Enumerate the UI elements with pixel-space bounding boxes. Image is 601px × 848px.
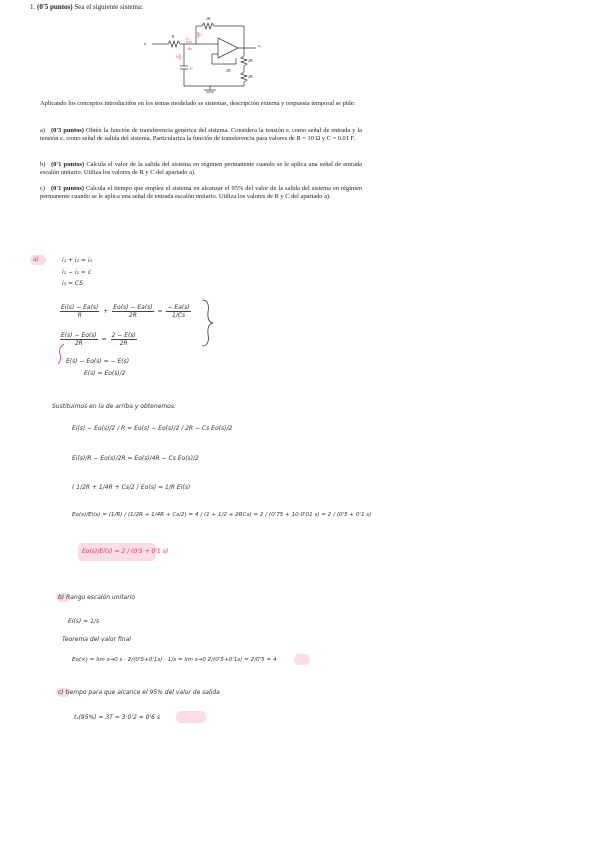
hw-sust-row3: ( 1/2R + 1/4R + Cs/2 ) Eo(s) = 1/R Ei(s) — [72, 484, 191, 491]
marker-b-answer — [294, 654, 310, 665]
hw-label-a: a) — [33, 256, 40, 263]
hw-eq2-den2: 2R — [119, 340, 128, 347]
hw-a-line6: E(s) = Eo(s)/2 — [84, 370, 126, 377]
item-c-label: c) — [40, 185, 45, 192]
item-a-label: a) — [40, 127, 45, 134]
annotation-i3: i₃ — [176, 54, 179, 59]
annotation-i2: i₂ — [198, 32, 201, 37]
hw-sust-title: Sustituimos en la de arriba y obtenemos: — [52, 403, 176, 410]
hw-a-line1: i₁ + i₂ = i₃ — [62, 257, 92, 264]
circuit-diagram — [140, 14, 280, 94]
label-capacitor: C — [190, 66, 193, 71]
hw-eq1-den3: 1/Cs — [172, 312, 186, 319]
hw-a-line2: i₁ − i₂ = c — [62, 269, 92, 276]
hw-eq1-den1: R — [77, 312, 82, 319]
hw-a-line3: i₃ = CS — [62, 280, 84, 287]
item-b-text: Calcula el valor de la salida del sistema en régimen permanente cuando se le aplica una señal de entrada escalón unitario. Utiliza los valores de R y C del apartado a). — [40, 161, 362, 176]
hw-c-label: c) tiempo para que alcance el 95% del valor de salida — [58, 689, 220, 696]
hw-sust-row2: Ei(s)/R − Eo(s)/2R = Eo(s)/4R − Cs Eo(s)/2 — [72, 455, 199, 462]
label-input: eᵢ — [144, 41, 147, 46]
hw-eq2-num2: 2 − E(s) — [111, 332, 136, 339]
hw-c-row: tₛ(95%) = 3T = 3·0'2 = 0'6 s — [74, 714, 160, 721]
hw-sust-row4: Eo(s)/Ei(s) = (1/R) / (1/2R + 1/4R + Cs/2) = 4 / (1 + 1/2 + 2RCs) = 2 / (0'75 + 10·0'01 s) = 2 / (0'5 + 0'1 s) — [72, 512, 372, 518]
hw-eq1-num3: − Ea(s) — [167, 304, 190, 311]
label-resistor-2r-c: 2R — [226, 68, 231, 73]
item-b-label: b) — [40, 161, 46, 168]
item-b-points: (0'1 puntos) — [51, 161, 85, 168]
hw-b-row1: Ei(s) = 1/s — [68, 618, 100, 625]
question-points: (0'5 puntos) — [37, 3, 73, 11]
question-header — [30, 3, 143, 11]
label-left-resistor: R — [172, 34, 175, 39]
hw-result: Eo(s)/Ei(s) = 2 / (0'5 + 0'1 s) — [82, 548, 169, 555]
label-resistor-2r-b: 2R — [248, 74, 253, 79]
label-top-resistor: 2R — [206, 16, 211, 21]
hw-b-row3: Eo(∞) = lim s→0 s · 2/(0'5+0'1s) · 1/s = lim s→0 2/(0'5+0'1s) = 2/0'5 = 4 — [72, 657, 277, 663]
hw-eq1-num1: Ei(s) − Ea(s) — [61, 304, 99, 311]
hw-a-eq1: $\frac{Ei(s) - Ea(s)}{R}$ + $\frac{Eo(s) - Ea(s)}{2R}$ = $\frac{- Ea(s)}{1/Cs}$ — [61, 304, 190, 319]
label-resistor-2r-a: 2R — [248, 58, 253, 63]
annotation-i1: i₁ — [186, 36, 189, 41]
item-a-points: (0'3 puntos) — [51, 127, 84, 134]
hw-b-row2: Teorema del valor final — [62, 636, 131, 643]
hw-b-label: b) Rango escalón unitario — [58, 594, 136, 601]
item-a-text: Obtén la función de transferencia genérica del sistema. Considera la tensión eᵢ como señal de entrada y la tensión eₒ como señal de salida del sistema. Particulariza la función de transferencia para valores de R = 10 Ω y C = 0.01 F. — [40, 127, 362, 142]
item-c-points: (0'1 puntos) — [51, 185, 84, 192]
question-statement: Sea el siguiente sistema: — [74, 3, 143, 11]
hw-eq1-num2: Eo(s) − Ea(s) — [113, 304, 153, 311]
hw-sust-row1: Ei(s) − Eo(s)/2 / R = Eo(s) − Eo(s)/2 / 2R − Cs Eo(s)/2 — [72, 425, 233, 432]
hw-a-eq2: $\frac{E(s) - Eo(s)}{2R}$ = $\frac{2 - E(s)}{2R}$ — [61, 332, 136, 347]
item-b — [40, 161, 362, 177]
item-c-text: Calcula el tiempo que emplea el sistema en alcanzar el 95% del valor de la salida del sistema en régimen permanente cuando se le aplica una señal de entrada escalón unitario. Utiliza los valores de R y C del apartado a). — [40, 185, 362, 200]
item-a — [40, 127, 362, 143]
annotation-ea: eₐ — [188, 46, 193, 51]
question-number: 1. — [30, 3, 36, 11]
item-c — [40, 185, 362, 201]
hw-eq2-den1: 2R — [74, 340, 83, 347]
hw-a-line5: E(s) − Eo(s) = − E(s) — [66, 358, 130, 365]
intro-paragraph: Aplicando los conceptos introducidos en los temas modelado se sistemas, descripción externa y respuesta temporal se pide: — [40, 100, 356, 107]
marker-c-answer — [176, 711, 206, 723]
brace-right — [200, 298, 216, 348]
label-output: eₒ — [258, 43, 261, 48]
hw-eq1-den2: 2R — [128, 312, 137, 319]
hw-eq2-num1: E(s) − Eo(s) — [61, 332, 97, 339]
